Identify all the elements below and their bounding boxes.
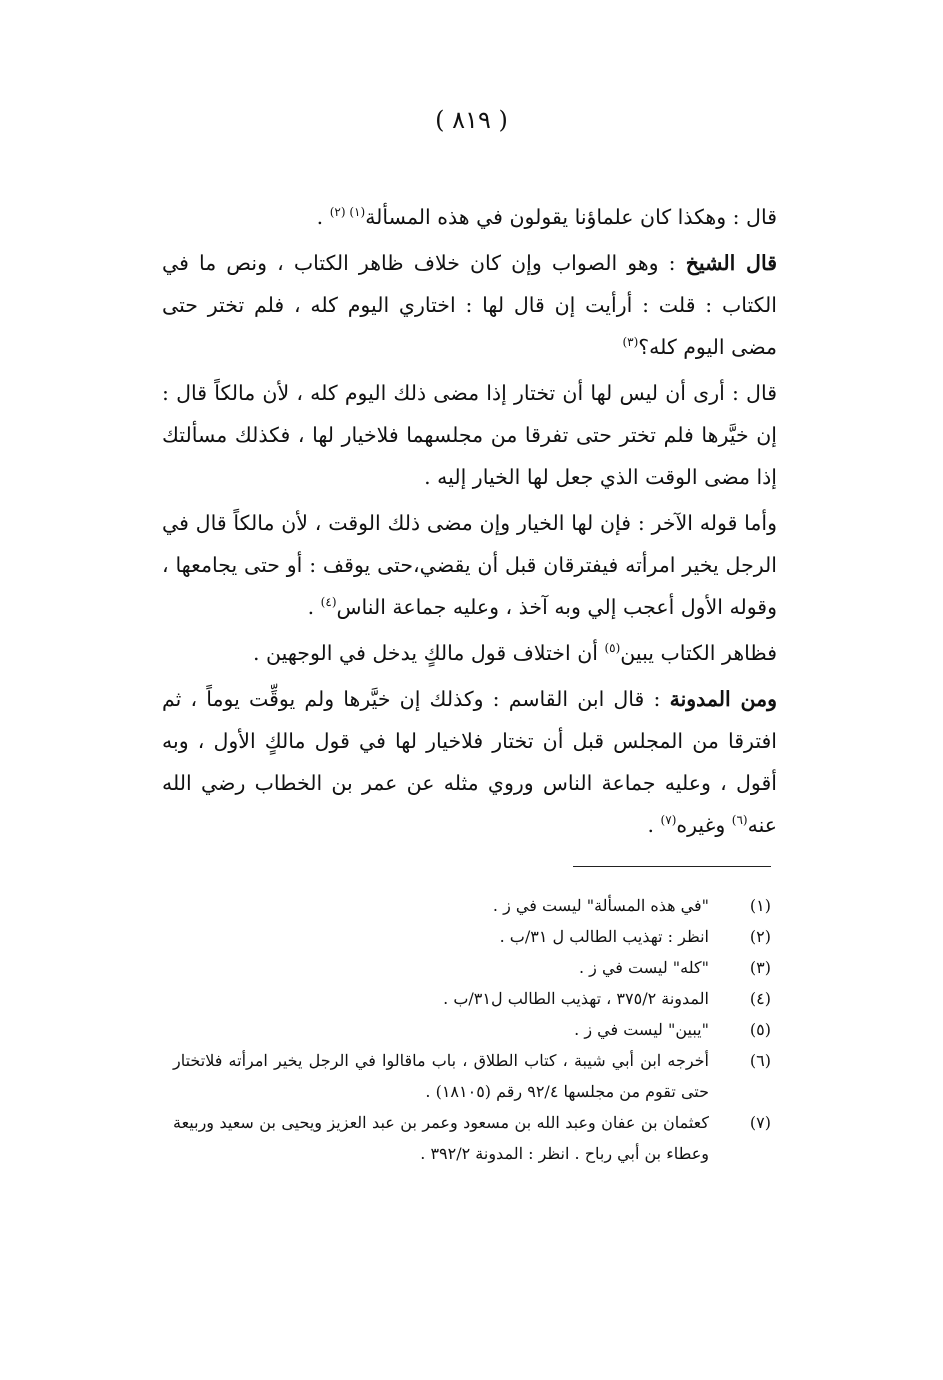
- paragraph-tail: .: [647, 813, 661, 837]
- footnote: [173, 952, 771, 983]
- footnote: [173, 1107, 771, 1169]
- footnote-number: (٦): [749, 1051, 771, 1070]
- footnote: [173, 921, 771, 952]
- paragraph-lead: قال الشيخ: [685, 251, 777, 275]
- footnote-mark: (١) (٢): [329, 205, 366, 220]
- footnote: [173, 1045, 771, 1107]
- footnote: [173, 983, 771, 1014]
- footnotes: [173, 890, 771, 1169]
- footnote-mark: (٧): [660, 813, 677, 828]
- footnote-mark: (٤): [320, 595, 337, 610]
- footnote-text: انظر : تهذيب الطالب ل ٣١/ب .: [499, 927, 709, 946]
- footnote-text: كعثمان بن عفان وعبد الله بن مسعود وعمر بن عبد العزيز ويحيى بن سعيد وربيعة وعطاء بن أبي رباح . انظر : المدونة ٣٩٢/٢ .: [173, 1113, 709, 1163]
- paragraph-text: : قال ابن القاسم : وكذلك إن خيَّرها ولم يوقِّت يوماً ، ثم افترقا من المجلس قبل أن تختار فلاخيار لها في قول مالكٍ الأول ، وبه أقول ، وعليه جماعة الناس وروي مثله عن عمر بن الخطاب رضي الله عنه: [162, 687, 777, 837]
- paragraph-tail: أن اختلاف قول مالكٍ يدخل في الوجهين .: [253, 641, 605, 665]
- paragraph: [162, 632, 777, 674]
- paragraph-text: قال : وهكذا كان علماؤنا يقولون في هذه المسألة: [365, 205, 777, 229]
- paragraph-lead: ومن المدونة: [669, 687, 777, 711]
- footnote-mark: (٦): [731, 813, 748, 828]
- footnote-number: (٢): [749, 927, 771, 946]
- footnote-text: "كله" ليست في ز .: [578, 958, 709, 977]
- footnote-number: (٣): [749, 958, 771, 977]
- main-text: [162, 196, 777, 850]
- footnote-number: (٤): [749, 989, 771, 1008]
- paragraph-text: : وهو الصواب وإن كان خلاف ظاهر الكتاب ، ونص ما في الكتاب : قلت : أرأيت إن قال لها : اختاري اليوم كله ، فلم تختر حتى مضى اليوم كله؟: [162, 251, 777, 359]
- paragraph: [162, 372, 777, 498]
- page-number: ( ٨١٩ ): [435, 106, 508, 134]
- footnote: [173, 1014, 771, 1045]
- footnote-text: المدونة ٣٧٥/٢ ، تهذيب الطالب ل٣١/ب .: [443, 989, 709, 1008]
- paragraph: [162, 242, 777, 368]
- paragraph: [162, 678, 777, 846]
- footnote-text: "يبين" ليست في ز .: [574, 1020, 709, 1039]
- footnote-text: أخرجه ابن أبي شيبة ، كتاب الطلاق ، باب ماقالوا في الرجل يخير امرأته فلاتختار حتى تقوم من مجلسها ٩٢/٤ رقم (١٨١٠٥) .: [173, 1051, 709, 1101]
- paragraph: [162, 502, 777, 628]
- footnote-mark: (٣): [622, 335, 639, 350]
- footnote-number: (٥): [749, 1020, 771, 1039]
- paragraph-tail: .: [316, 205, 330, 229]
- paragraph-text: وأما قوله الآخر : فإن لها الخيار وإن مضى ذلك الوقت ، لأن مالكاً قال في الرجل يخير امرأته فيفترقان قبل أن يقضي،حتى يوقف : أو حتى يجامعها ، وقوله الأول أعجب إلي وبه آخذ ، وعليه جماعة الناس: [162, 511, 777, 619]
- paragraph-text: قال : أرى أن ليس لها أن تختار إذا مضى ذلك اليوم كله ، لأن مالكاً قال : إن خيَّرها فلم تختر حتى تفرقا من مجلسهما فلاخيار لها ، فكذلك مسألتك إذا مضى الوقت الذي جعل لها الخيار إليه .: [162, 381, 777, 489]
- footnote-number: (١): [749, 896, 771, 915]
- footnote-mark: (٥): [604, 641, 621, 656]
- footnote-text: "في هذه المسألة" ليست في ز .: [492, 896, 709, 915]
- footnote: [173, 890, 771, 921]
- footnote-number: (٧): [749, 1113, 771, 1132]
- footnote-divider: [573, 866, 771, 867]
- paragraph-tail: وغيره: [676, 813, 732, 837]
- paragraph-text: فظاهر الكتاب يبين: [620, 641, 777, 665]
- paragraph-tail: .: [307, 595, 321, 619]
- paragraph: [162, 196, 777, 238]
